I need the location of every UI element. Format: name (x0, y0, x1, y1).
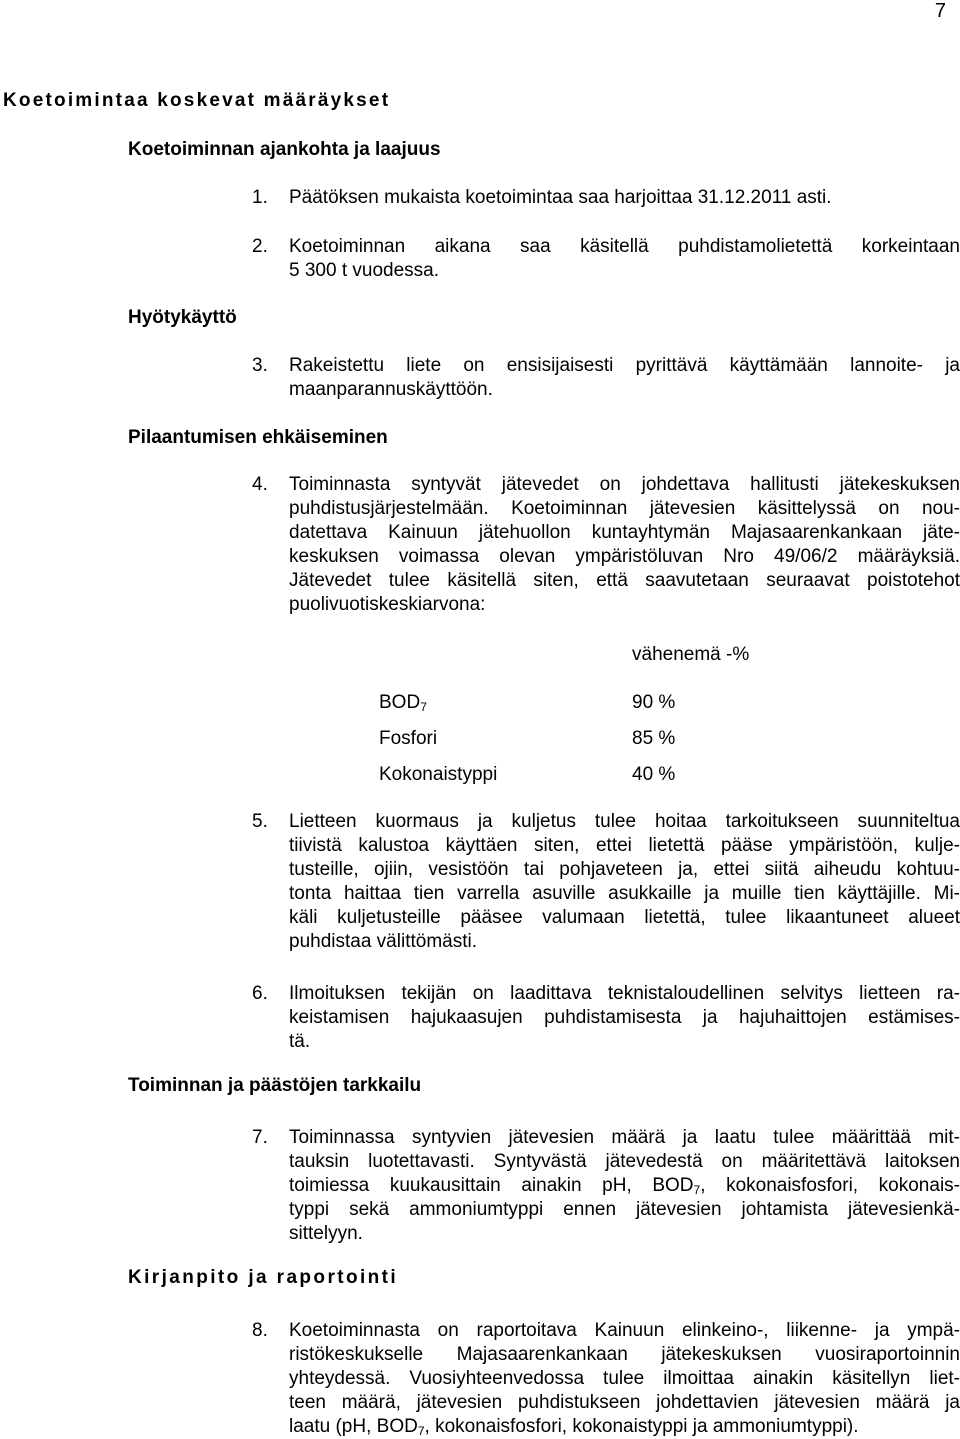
item-line: puolivuotiskeskiarvona: (289, 594, 486, 615)
item-line: Rakeistettu liete on ensisijaisesti pyrittävä käyttämään lannoite- ja (289, 355, 960, 376)
item-line: tonta haittaa tien varrella asuville asukkaille ja muille tien käyttäjille. Mi- (289, 883, 960, 904)
item-line: käli kuljetusteille pääsee valumaan lietettä, tulee likaantuneet alueet (289, 907, 960, 928)
item-line: tiivistä kalustoa käyttäen siten, ettei lietettä pääse ympäristöön, kulje- (289, 835, 960, 856)
item-number: 8. (252, 1320, 268, 1341)
item-line: teen määrä, jätevesien puhdistukseen johdettavien jätevesien määrä ja (289, 1392, 960, 1413)
table-row-name: $BOD_7$ (379, 692, 427, 714)
item-line: Koetoiminnasta on raportoitava Kainuun elinkeino-, liikenne- ja ympä- (289, 1320, 960, 1341)
table-header: vähenemä -% (632, 644, 750, 665)
heading-monitoring: Toiminnan ja päästöjen tarkkailu (128, 1075, 422, 1096)
heading-records: Kirjanpito ja raportointi (128, 1267, 399, 1288)
item-text (289, 235, 960, 283)
item-line: Toiminnassa syntyvien jätevesien määrä ja laatu tulee määrittää mit- (289, 1127, 960, 1148)
item-line: toimiessa kuukausittain ainakin pH, $BOD_7$, kokonaisfosfori, kokonais- (289, 1175, 960, 1197)
item-text (289, 186, 960, 210)
item-number: 2. (252, 236, 268, 257)
item-number: 7. (252, 1127, 268, 1148)
item-line: laatu (pH, $BOD_7$, kokonaisfosfori, kokonaistyppi ja ammoniumtyppi). (289, 1416, 859, 1438)
item-text (289, 1319, 960, 1439)
table-row-value: 85 % (632, 728, 676, 749)
item-line: Jätevedet tulee käsitellä siten, että saavutetaan seuraavat poistotehot (289, 570, 960, 591)
item-line: sittelyyn. (289, 1223, 363, 1244)
item-line: keistamisen hajukaasujen puhdistamisesta ja hajuhaittojen estämises- (289, 1007, 960, 1028)
item-line: Ilmoituksen tekijän on laadittava teknistaloudellinen selvitys lietteen ra- (289, 983, 960, 1004)
item-line: ristökeskukselle Majasaarenkankaan jätekeskuksen vuosiraportoinnin (289, 1344, 960, 1365)
item-number: 1. (252, 187, 268, 208)
item-line: typpi sekä ammoniumtyppi ennen jätevesien johtamista jätevesienkä- (289, 1199, 960, 1220)
heading-timing: Koetoiminnan ajankohta ja laajuus (128, 139, 441, 160)
item-line: tauksin luotettavasti. Syntyvästä jätevedestä on määritettävä laitoksen (289, 1151, 960, 1172)
item-line: tusteille, ojiin, vesistöön tai pohjaveteen ja, ettei siitä aiheudu kohtuu- (289, 859, 960, 880)
item-line: Koetoiminnan aikana saa käsitellä puhdistamolietettä korkeintaan (289, 236, 960, 257)
item-text (289, 1126, 960, 1246)
heading-use: Hyötykäyttö (128, 307, 237, 328)
table-row-name: Kokonaistyppi (379, 764, 498, 785)
section-title: Koetoimintaa koskevat määräykset (3, 90, 391, 111)
item-text (289, 473, 960, 617)
item-line: tä. (289, 1031, 311, 1052)
item-line: puhdistaa välittömästi. (289, 931, 477, 952)
table-row-value: 40 % (632, 764, 676, 785)
item-number: 4. (252, 474, 268, 495)
item-line: keskuksen voimassa olevan ympäristöluvan Nro 49/06/2 määräyksiä. (289, 546, 960, 567)
item-line: Toiminnasta syntyvät jätevedet on johdettava hallitusti jätekeskuksen (289, 474, 960, 495)
item-line: Lietteen kuormaus ja kuljetus tulee hoitaa tarkoitukseen suunniteltua (289, 811, 960, 832)
item-line: Päätöksen mukaista koetoimintaa saa harjoittaa 31.12.2011 asti. (289, 187, 832, 208)
heading-pollution: Pilaantumisen ehkäiseminen (128, 427, 388, 448)
item-text (289, 354, 960, 402)
item-text (289, 982, 960, 1054)
item-line: maanparannuskäyttöön. (289, 379, 493, 400)
item-number: 6. (252, 983, 268, 1004)
item-line: puhdistusjärjestelmään. Koetoiminnan jätevesien käsittelyssä on nou- (289, 498, 960, 519)
table-row-name: Fosfori (379, 728, 438, 749)
table-row-value: 90 % (632, 692, 676, 713)
item-line: yhteydessä. Vuosiyhteenvedossa tulee ilmoittaa ainakin käsitellyn liet- (289, 1368, 960, 1389)
page-number: 7 (934, 0, 946, 22)
item-number: 5. (252, 811, 268, 832)
item-line: 5 300 t vuodessa. (289, 260, 439, 281)
item-text (289, 810, 960, 954)
item-number: 3. (252, 355, 268, 376)
item-line: datettava Kainuun jätehuollon kuntayhtymän Majasaarenkankaan jäte- (289, 522, 960, 543)
